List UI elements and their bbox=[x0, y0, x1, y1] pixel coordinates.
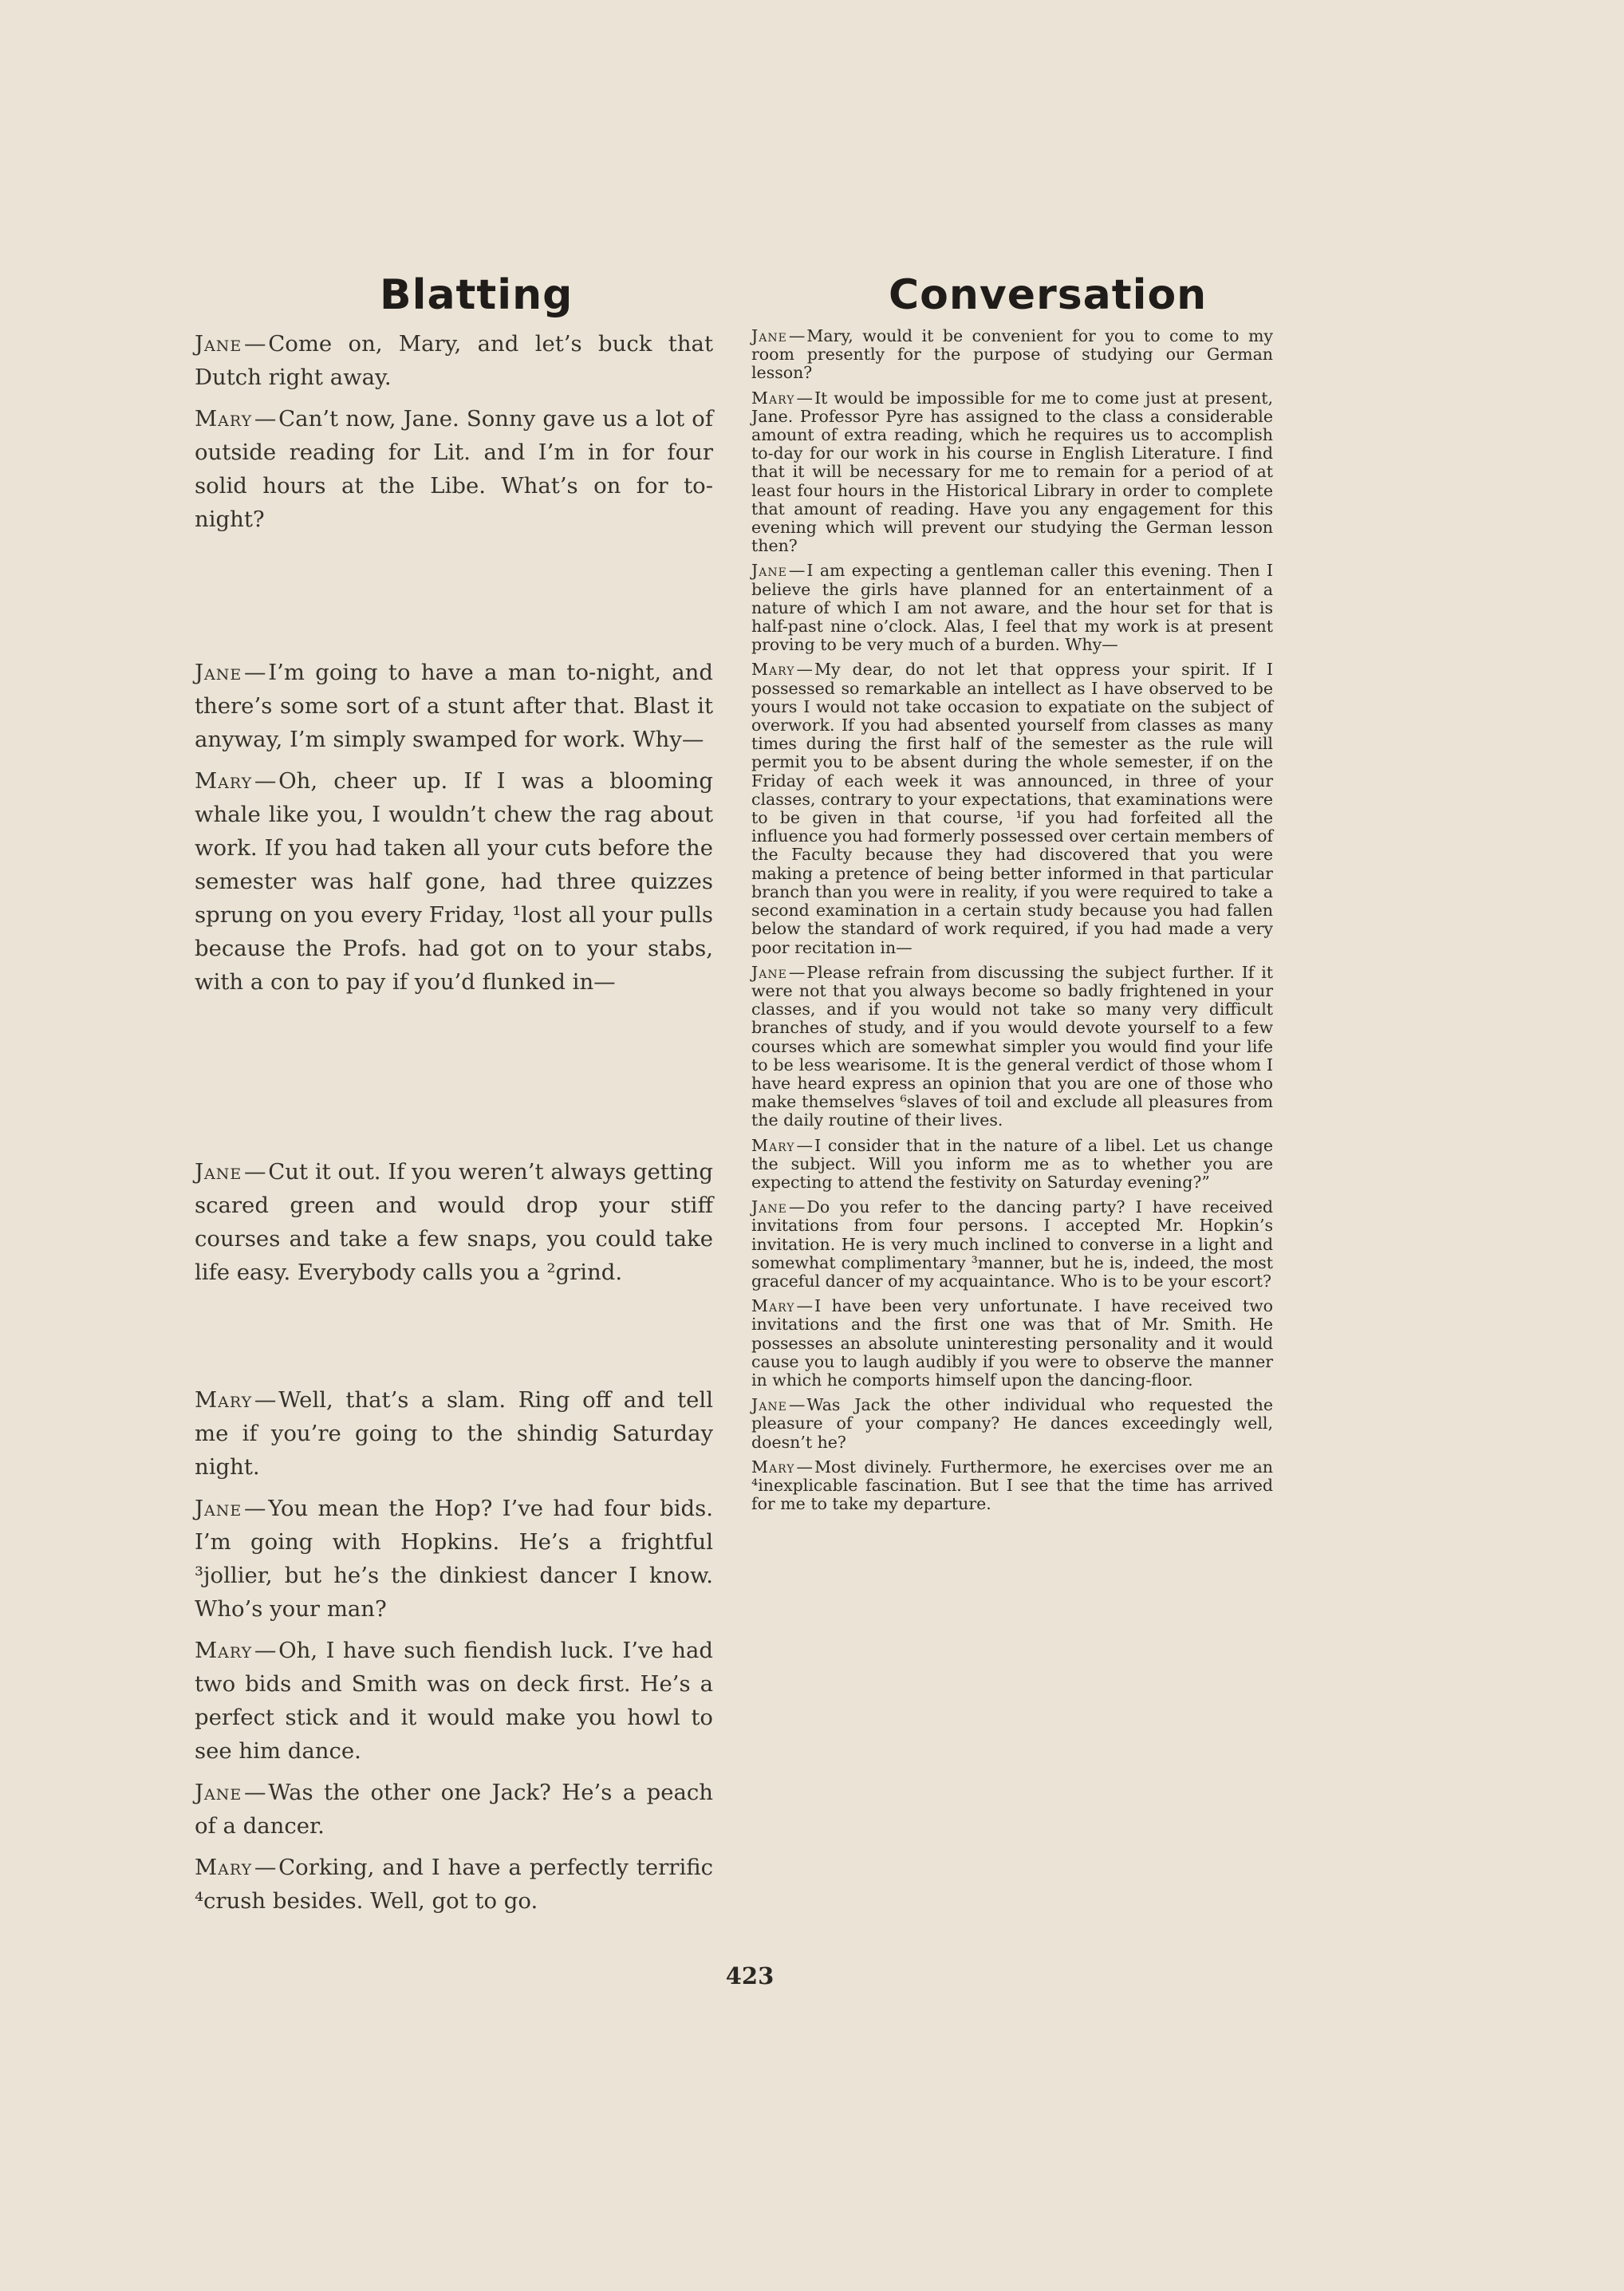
speaker-name: Mary bbox=[195, 768, 253, 794]
dialogue-text: Most divinely. Furthermore, he exercises over me an ⁴inexplicable fascination. But I see that the time has arrived for me to take my departure. bbox=[751, 1457, 1273, 1514]
speaker-name: Jane bbox=[751, 561, 787, 581]
dialogue-text: I have been very unfortunate. I have received two invitations and the first one was that of Mr. Smith. He possesses an absolute uninteresting personality and it would cause you to laugh audibly if you were to observe the manner in which he comports himself upon the dancing-floor. bbox=[751, 1296, 1273, 1390]
heading-conversation: Conversation bbox=[889, 271, 1208, 319]
speaker-name: Mary bbox=[751, 1457, 795, 1477]
dialogue-text: It would be impossible for me to come just at present, Jane. Professor Pyre has assigned to the class a considerable amount of extra reading, which he requires us to accomplish to-day for our work in his course in English Literature. I find that it will be necessary for me to remain for a period of at least four hours in the Historical Library in order to complete that amount of reading. Have you any engagement for this evening which will prevent our studying the German lesson then? bbox=[751, 388, 1273, 556]
dialogue-entry: Jane — You mean the Hop? I’ve had four bids. I’m going with Hopkins. He’s a frightful ³jollier, but he’s the dinkiest dancer I know. Who’s your man? bbox=[195, 1496, 713, 1622]
dialogue-entry: Mary — Can’t now, Jane. Sonny gave us a lot of outside reading for Lit. and I’m in for four solid hours at the Libe. What’s on for to-night? bbox=[195, 406, 713, 532]
dialogue-text: Was Jack the other individual who requested the pleasure of your company? He dances exceedingly well, doesn’t he? bbox=[751, 1395, 1273, 1452]
dialogue-text: Can’t now, Jane. Sonny gave us a lot of outside reading for Lit. and I’m in for four solid hours at the Libe. What’s on for to-night? bbox=[195, 406, 713, 532]
speaker-name: Mary bbox=[195, 1638, 253, 1663]
speaker-name: Mary bbox=[195, 1387, 253, 1413]
speaker-name: Jane bbox=[751, 1395, 787, 1415]
dialogue-entry: Jane — Was the other one Jack? He’s a peach of a dancer. bbox=[195, 1780, 713, 1839]
dialogue-text: Do you refer to the dancing party? I have received invitations from four persons. I accepted Mr. Hopkin’s invitation. He is very much inclined to converse in a light and somewhat complimentary ³manner, but he is, indeed, the most graceful dancer of my acquaintance. Who is to be your escort? bbox=[751, 1197, 1273, 1291]
dialogue-text: Cut it out. If you weren’t always getting scared green and would drop your stiff courses and take a few snaps, you could take life easy. Everybody calls you a ²grind. bbox=[195, 1159, 713, 1285]
speaker-name: Jane bbox=[751, 1197, 787, 1217]
dialogue-entry: Jane — Mary, would it be convenient for you to come to my room presently for the purpose of studying our German lesson? bbox=[751, 326, 1273, 383]
dialogue-text: Come on, Mary, and let’s buck that Dutch right away. bbox=[195, 331, 713, 390]
dialogue-entry: Jane — I’m going to have a man to-night, and there’s some sort of a stunt after that. Blast it anyway, I’m simply swamped for work. Why— bbox=[195, 660, 713, 752]
dialogue-text: Oh, I have such fiendish luck. I’ve had two bids and Smith was on deck first. He’s a perfect stick and it would make you howl to see him dance. bbox=[195, 1638, 713, 1764]
speaker-name: Mary bbox=[751, 1296, 795, 1316]
dialogue-entry: Mary — My dear, do not let that oppress your spirit. If I possessed so remarkable an intellect as I have observed to be yours I would not take occasion to expatiate on the subject of overwork. If you had absented yourself from classes as many times during the first half of the semester as the rule will permit you to be absent during the whole semester, if on the Friday of each week it was announced, in three of your classes, contrary to your expectations, that examinations were to be given in that course, ¹if you had forfeited all the influence you had formerly possessed over certain members of the Faculty because they had discovered that you were making a pretence of being better informed in that particular branch than you were in reality, if you were required to take a second examination in a certain study because you had fallen below the standard of work required, if you had made a very poor recitation in— bbox=[751, 660, 1273, 957]
dialogue-text: I am expecting a gentleman caller this evening. Then I believe the girls have planned for an entertainment of a nature of which I am not aware, and the hour set for that is half-past nine o’clock. Alas, I feel that my work is at present proving to be very much of a burden. Why— bbox=[751, 561, 1273, 655]
dialogue-entry: Jane — Please refrain from discussing the subject further. If it were not that you always become so badly frightened in your classes, and if you would not take so many very difficult branches of study, and if you would devote yourself to a few courses which are somewhat simpler you would find your life to be less wearisome. It is the general verdict of those whom I have heard express an opinion that you are one of those who make themselves ⁶slaves of toil and exclude all pleasures from the daily routine of their lives. bbox=[751, 962, 1273, 1130]
dialogue-text: You mean the Hop? I’ve had four bids. I’m going with Hopkins. He’s a frightful ³jollier, but he’s the dinkiest dancer I know. Who’s your man? bbox=[195, 1496, 713, 1622]
formal-dialogue-column bbox=[751, 327, 1273, 1513]
dialogue-text: I’m going to have a man to-night, and there’s some sort of a stunt after that. Blast it anyway, I’m simply swamped for work. Why— bbox=[195, 660, 713, 752]
speaker-name: Jane bbox=[751, 962, 787, 982]
dialogue-text: Corking, and I have a perfectly terrific ⁴crush besides. Well, got to go. bbox=[195, 1855, 713, 1914]
dialogue-entry: Jane — Cut it out. If you weren’t always getting scared green and would drop your stiff courses and take a few snaps, you could take life easy. Everybody calls you a ²grind. bbox=[195, 1159, 713, 1285]
dialogue-entry: Mary — It would be impossible for me to come just at present, Jane. Professor Pyre has assigned to the class a considerable amount of extra reading, which he requires us to accomplish to-day for our work in his course in English Literature. I find that it will be necessary for me to remain for a period of at least four hours in the Historical Library in order to complete that amount of reading. Have you any engagement for this evening which will prevent our studying the German lesson then? bbox=[751, 388, 1273, 556]
dialogue-text: Oh, cheer up. If I was a blooming whale like you, I wouldn’t chew the rag about work. If you had taken all your cuts before the semester was half gone, had three quizzes sprung on you every Friday, ¹lost all your pulls because the Profs. had got on to your stabs, with a con to pay if you’d flunked in— bbox=[195, 768, 713, 995]
speaker-name: Jane bbox=[195, 1780, 242, 1805]
slang-dialogue-column bbox=[195, 327, 713, 1918]
speaker-name: Jane bbox=[195, 1159, 242, 1185]
dialogue-entry: Jane — I am expecting a gentleman caller this evening. Then I believe the girls have planned for an entertainment of a nature of which I am not aware, and the hour set for that is half-past nine o’clock. Alas, I feel that my work is at present proving to be very much of a burden. Why— bbox=[751, 561, 1273, 655]
dialogue-entry: Jane — Was Jack the other individual who requested the pleasure of your company? He dances exceedingly well, doesn’t he? bbox=[751, 1395, 1273, 1452]
dialogue-entry: Jane — Do you refer to the dancing party? I have received invitations from four persons. I accepted Mr. Hopkin’s invitation. He is very much inclined to converse in a light and somewhat complimentary ³manner, but he is, indeed, the most graceful dancer of my acquaintance. Who is to be your escort? bbox=[751, 1197, 1273, 1291]
speaker-name: Mary bbox=[195, 406, 253, 432]
speaker-name: Jane bbox=[195, 1496, 242, 1521]
heading-blatting: Blatting bbox=[380, 271, 574, 319]
speaker-name: Mary bbox=[751, 660, 795, 680]
dialogue-text: Please refrain from discussing the subject further. If it were not that you always become so badly frightened in your classes, and if you would not take so many very difficult branches of study, and if you would devote yourself to a few courses which are somewhat simpler you would find your life to be less wearisome. It is the general verdict of those whom I have heard express an opinion that you are one of those who make themselves ⁶slaves of toil and exclude all pleasures from the daily routine of their lives. bbox=[751, 962, 1273, 1130]
dialogue-text: Well, that’s a slam. Ring off and tell me if you’re going to the shindig Saturday night. bbox=[195, 1387, 713, 1480]
dialogue-entry: Mary — Most divinely. Furthermore, he exercises over me an ⁴inexplicable fascination. But I see that the time has arrived for me to take my departure. bbox=[751, 1457, 1273, 1514]
speaker-name: Mary bbox=[751, 1135, 795, 1155]
page-number: 423 bbox=[725, 1962, 775, 1989]
speaker-name: Jane bbox=[195, 331, 242, 357]
speaker-name: Jane bbox=[195, 660, 242, 685]
speaker-name: Mary bbox=[751, 388, 795, 408]
dialogue-text: Was the other one Jack? He’s a peach of a dancer. bbox=[195, 1780, 713, 1839]
dialogue-entry: Mary — Corking, and I have a perfectly terrific ⁴crush besides. Well, got to go. bbox=[195, 1855, 713, 1914]
dialogue-entry: Mary — Well, that’s a slam. Ring off and tell me if you’re going to the shindig Saturday night. bbox=[195, 1387, 713, 1480]
dialogue-entry: Mary — I have been very unfortunate. I have received two invitations and the first one was that of Mr. Smith. He possesses an absolute uninteresting personality and it would cause you to laugh audibly if you were to observe the manner in which he comports himself upon the dancing-floor. bbox=[751, 1296, 1273, 1390]
speaker-name: Mary bbox=[195, 1855, 253, 1880]
dialogue-text: I consider that in the nature of a libel. Let us change the subject. Will you inform me as to whether you are expecting to attend the festivity on Saturday evening?” bbox=[751, 1135, 1273, 1192]
dialogue-entry: Mary — Oh, I have such fiendish luck. I’ve had two bids and Smith was on deck first. He’s a perfect stick and it would make you howl to see him dance. bbox=[195, 1638, 713, 1764]
dialogue-entry: Mary — I consider that in the nature of a libel. Let us change the subject. Will you inform me as to whether you are expecting to attend the festivity on Saturday evening?” bbox=[751, 1135, 1273, 1192]
dialogue-entry: Jane — Come on, Mary, and let’s buck that Dutch right away. bbox=[195, 331, 713, 390]
speaker-name: Jane bbox=[751, 326, 787, 345]
dialogue-text: My dear, do not let that oppress your spirit. If I possessed so remarkable an intellect as I have observed to be yours I would not take occasion to expatiate on the subject of overwork. If you had absented yourself from classes as many times during the first half of the semester as the rule will permit you to be absent during the whole semester, if on the Friday of each week it was announced, in three of your classes, contrary to your expectations, that examinations were to be given in that course, ¹if you had forfeited all the influence you had formerly possessed over certain members of the Faculty because they had discovered that you were making a pretence of being better informed in that particular branch than you were in reality, if you were required to take a second examination in a certain study because you had fallen below the standard of work required, if you had made a very poor recitation in— bbox=[751, 660, 1273, 957]
dialogue-entry: Mary — Oh, cheer up. If I was a blooming whale like you, I wouldn’t chew the rag about work. If you had taken all your cuts before the semester was half gone, had three quizzes sprung on you every Friday, ¹lost all your pulls because the Profs. had got on to your stabs, with a con to pay if you’d flunked in— bbox=[195, 768, 713, 995]
dialogue-text: Mary, would it be convenient for you to come to my room presently for the purpose of studying our German lesson? bbox=[751, 326, 1273, 383]
